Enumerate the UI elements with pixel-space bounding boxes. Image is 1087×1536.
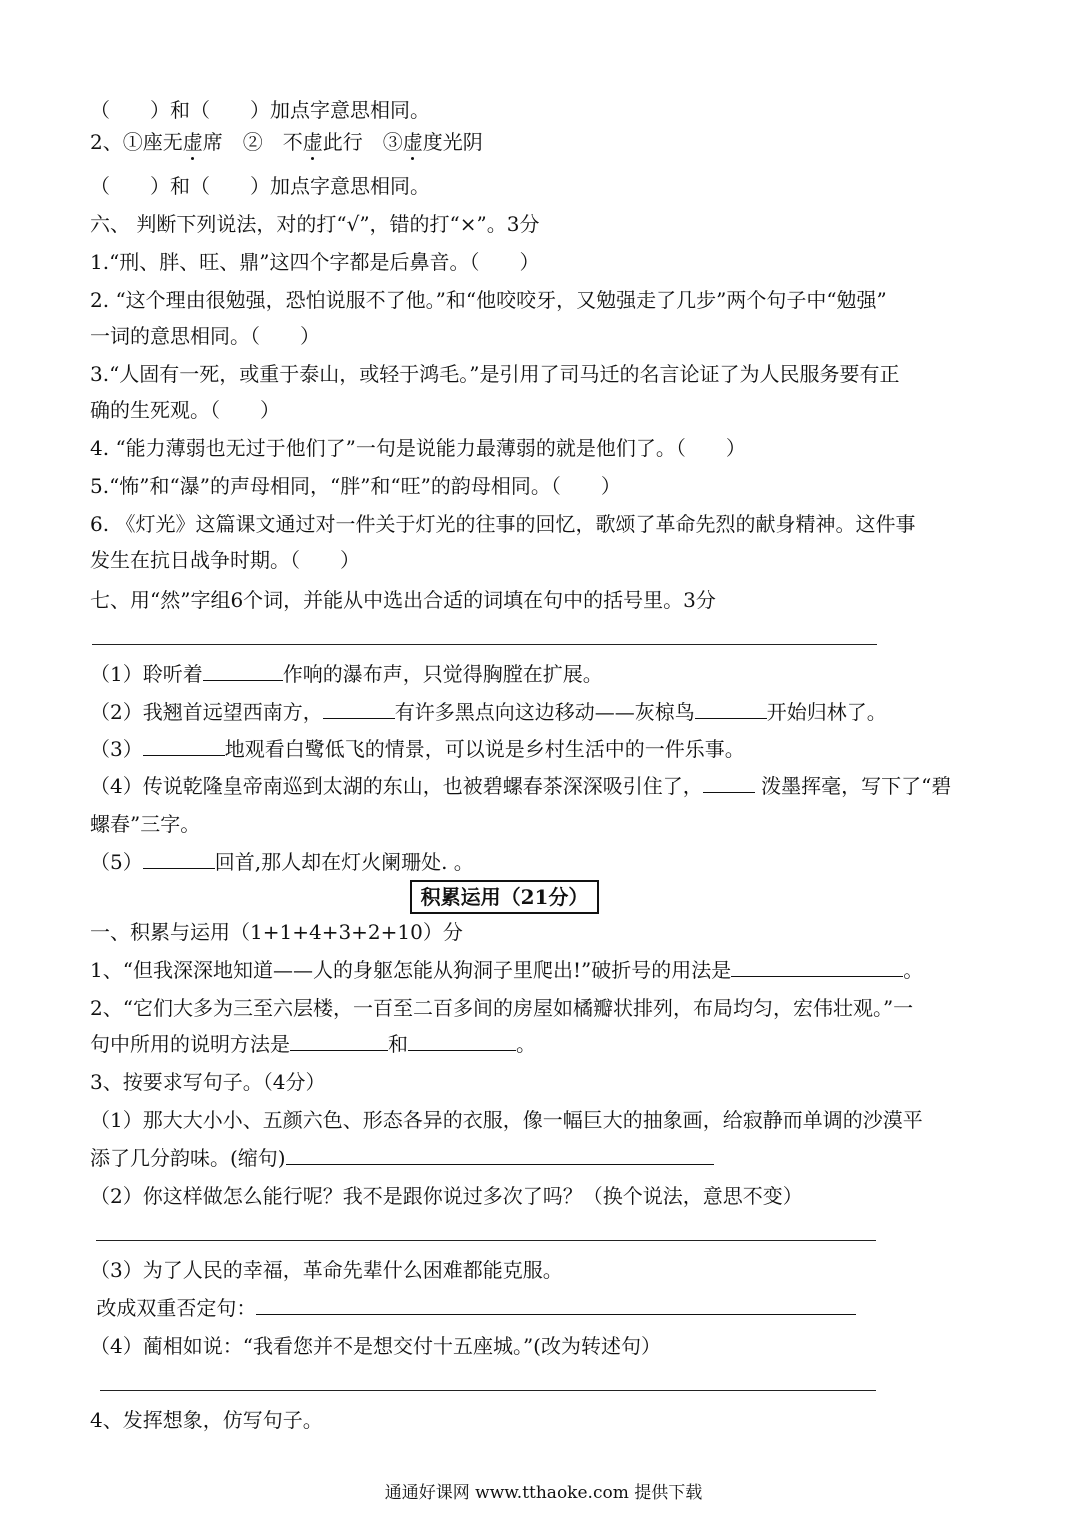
judge-item: 5.“怖”和“瀑”的声母相同，“胖”和“旺”的韵母相同。（ ）: [90, 474, 621, 498]
text: 泼墨挥毫，写下了“碧: [754, 774, 952, 798]
accum-q3-3: （3）为了人民的幸福，革命先辈什么困难都能克服。: [90, 1258, 563, 1282]
dotted-char-3: 虚: [402, 130, 423, 154]
accum-q2-cont: [90, 1032, 536, 1056]
text: 作响的瀑布声，只觉得胸膛在扩展。: [282, 662, 603, 686]
ran-sentence-1: [90, 662, 603, 686]
judge-item: 4. “能力薄弱也无过于他们了”一句是说能力最薄弱的就是他们了。（ ）: [90, 436, 746, 460]
answer-rule[interactable]: [96, 1240, 876, 1241]
accum-q2: 2、“它们大多为三至六层楼，一百至二百多间的房屋如橘瓣状排列，布局均匀，宏伟壮观。”一: [90, 996, 914, 1020]
accum-q3-4: （4）蔺相如说：“我看您并不是想交付十五座城。”(改为转述句）: [90, 1334, 661, 1358]
text: 。: [516, 1032, 536, 1056]
text: 改成双重否定句：: [90, 1296, 257, 1320]
text: 有许多黑点向这边移动——灰椋鸟: [394, 700, 695, 724]
fill-blank[interactable]: [695, 700, 767, 719]
text: （2）我翘首远望西南方，: [90, 700, 323, 724]
ran-sentence-3: [90, 737, 745, 761]
section-seven-title: 七、用“然”字组6个词，并能从中选出合适的词填在句中的括号里。3分: [90, 588, 716, 612]
fill-blank[interactable]: [286, 1146, 714, 1165]
judge-item: 6. 《灯光》这篇课文通过对一件关于灯光的往事的回忆，歌颂了革命先烈的献身精神。这件事: [90, 512, 916, 536]
ran-sentence-4: [90, 774, 951, 798]
judge-item: 发生在抗日战争时期。（ ）: [90, 548, 360, 572]
fill-blank[interactable]: [731, 958, 903, 977]
text: （3）: [90, 737, 143, 761]
answer-rule[interactable]: [100, 1390, 876, 1391]
accum-q3-1: （1）那大大小小、五颜六色、形态各异的衣服，像一幅巨大的抽象画，给寂静而单调的沙漠平: [90, 1108, 923, 1132]
ran-sentence-2: [90, 700, 887, 724]
text: 句中所用的说明方法是: [90, 1032, 290, 1056]
section-heading: 积累运用（21分）: [410, 880, 599, 914]
accum-q3-2: （2）你这样做怎么能行呢？我不是跟你说过多次了吗？（换个说法，意思不变）: [90, 1184, 803, 1208]
fill-blank[interactable]: [290, 1032, 388, 1051]
answer-line-1: （ ）和（ ）加点字意思相同。: [90, 98, 430, 122]
judge-item: 3.“人固有一死，或重于泰山，或轻于鸿毛。”是引用了司马迁的名言论证了为人民服务要有正: [90, 362, 900, 386]
text: 添了几分韵味。(缩句): [90, 1146, 286, 1170]
fill-blank[interactable]: [203, 662, 283, 681]
accum-q4: 4、发挥想象，仿写句子。: [90, 1408, 323, 1432]
text: 地观看白鹭低飞的情景，可以说是乡村生活中的一件乐事。: [224, 737, 745, 761]
question-2-idioms: [90, 130, 483, 154]
judge-item: 一词的意思相同。（ ）: [90, 324, 320, 348]
fill-blank[interactable]: [408, 1032, 516, 1051]
judge-item: 确的生死观。（ ）: [90, 398, 280, 422]
q2-end: 度光阴: [422, 130, 483, 154]
text: （5）: [90, 850, 143, 874]
judge-item: 1.“刑、胖、旺、鼎”这四个字都是后鼻音。（ ）: [90, 250, 540, 274]
q2-prefix: 2、①座无: [90, 130, 183, 154]
dotted-char-1: 虚: [182, 130, 203, 154]
accum-q3: 3、按要求写句子。（4分）: [90, 1070, 326, 1094]
fill-blank[interactable]: [323, 700, 395, 719]
text: 。: [903, 958, 924, 982]
text: （1）聆听着: [90, 662, 203, 686]
answer-line-2: （ ）和（ ）加点字意思相同。: [90, 174, 430, 198]
accum-q1: [90, 958, 923, 982]
answer-rule[interactable]: [92, 644, 877, 645]
text: 开始归林了。: [766, 700, 887, 724]
q2-mid-1: 席 ② 不: [202, 130, 303, 154]
dotted-char-2: 虚: [302, 130, 323, 154]
text: 1、“但我深深地知道——人的身躯怎能从狗洞子里爬出!”破折号的用法是: [90, 958, 732, 982]
q2-mid-2: 此行 ③: [322, 130, 403, 154]
text: （4）传说乾隆皇帝南巡到太湖的东山，也被碧螺春茶深深吸引住了，: [90, 774, 703, 798]
text: 回首,那人却在灯火阑珊处. 。: [214, 850, 474, 874]
judge-item: 2. “这个理由很勉强，恐怕说服不了他。”和“他咬咬牙，又勉强走了几步”两个句子中“勉强”: [90, 288, 887, 312]
section-six-title: 六、 判断下列说法，对的打“√”，错的打“×”。3分: [90, 212, 540, 236]
footer-credit: 通通好课网 www.tthaoke.com 提供下载: [384, 1483, 703, 1503]
ran-sentence-5: [90, 850, 474, 874]
accum-title: 一、积累与运用（1+1+4+3+2+10）分: [90, 920, 463, 944]
text: 和: [388, 1032, 408, 1056]
fill-blank[interactable]: [256, 1296, 856, 1315]
ran-sentence-4-cont: 螺春”三字。: [90, 812, 201, 836]
fill-blank[interactable]: [143, 737, 225, 756]
fill-blank[interactable]: [143, 850, 215, 869]
accum-q3-3-cont: [90, 1296, 856, 1320]
accum-q3-1-cont: [90, 1146, 714, 1170]
fill-blank[interactable]: [703, 774, 755, 793]
